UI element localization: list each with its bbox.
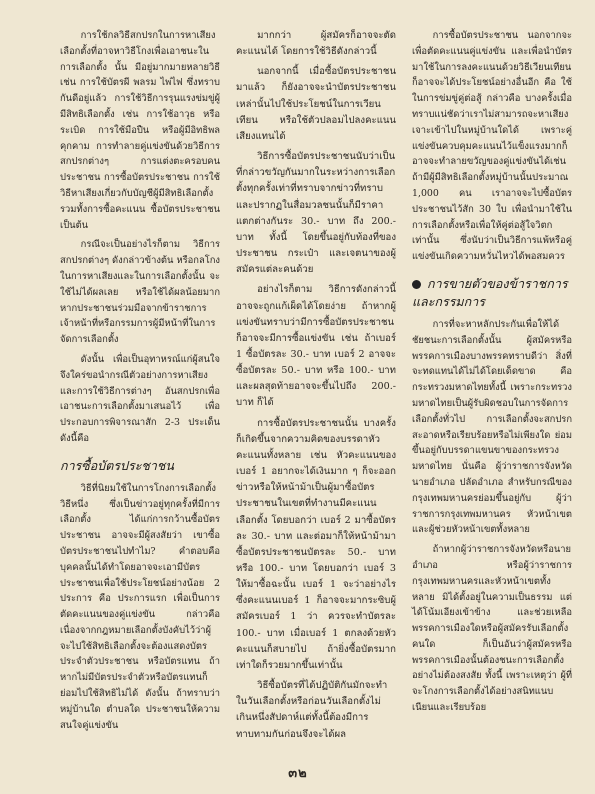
paragraph: การซื้อบัตรประชาชน นอกจากจะเพื่อตัดคะแนนคู่แข่งขัน และเพื่อนำบัตรมาใช้ในการลงคะแนนด้วยวิธีเวียนเทียน ก็อาจจะได้ประโยชน์อย่างอื่นอีก คือ ใช้ในการข่มขู่คู่ต่อสู้ กล่าวคือ บางครั้งเมื่อทราบแน่ชัดว่าเราไม่สามารถจะหาเสียงเจาะเข้าไปในหมู่บ้านใดได้ เพราะคู่แข่งขันควบคุมคะแนนไว้แข็งแรงมากก็อาจจะทำลายขวัญของคู่แข่งขันได้เช่นถ้ามีผู้มีสิทธิเลือกตั้งหมู่บ้านนั้นประมาณ 1,000 คน เราอาจจะไปซื้อบัตรประชาชนไว้สัก 30 ใบ เพื่อนำมาใช้ในการเลือกตั้งหรือเพื่อให้คู่ต่อสู้ใจวิตกเท่านั้น ซึ่งนับว่าเป็นวิธีการแพ้หรือคู่แข่งขันเกิดความหวั่นไหวได้พอสมควร	[412, 30, 572, 263]
paragraph: วิธีซื้อบัตรที่ได้ปฏิบัติกันมักจะทำในวันเลือกตั้งหรือก่อนวันเลือกตั้งไม่เกินหนึ่งสัปดาห์แต่ทั้งนี้ต้องมีการทาบทามกันก่อนจึงจะได้ผล	[236, 680, 388, 740]
paragraph: วิธีการซื้อบัตรประชาชนนับว่าเป็นที่กล่าวขวัญกันมากในระหว่างการเลือกตั้งทุกครั้งเท่าที่ทราบจากข่าวที่ทราบและปรากฏในสื่อมวลชนนั้นก็มีราคาแตกต่างกันระ 30.- บาท ถึง 200.- บาท ทั้งนี้ โดยขึ้นอยู่กับท้องที่ของประชาชน กระเป๋า และเจตนาของผู้สมัครแต่ละคนด้วย	[236, 151, 396, 276]
text-column-1	[60, 28, 220, 733]
text-column-3	[412, 28, 572, 716]
page-number: ๓๒	[288, 766, 308, 781]
paragraph: ดังนั้น เพื่อเป็นอุทาหรณ์แก่ผู้สนใจ จึงใคร่ขอนำกรณีตัวอย่างการหาเสียงและการใช้วิธีการต่างๆ อันสกปรกเพื่อเอาชนะการเลือกตั้งมาเสนอไว้ เพื่อประกอบการพิจารณาสัก 2-3 ประเด็น ดังนี้คือ	[60, 353, 220, 444]
paragraph: วิธีที่นิยมใช้ในการโกงการเลือกตั้งวิธีหนึ่ง ซึ่งเป็นข่าวอยู่ทุกครั้งที่มีการเลือกตั้ง ได้แก่การกว้านซื้อบัตรประชาชน อาจจะมีผู้สงสัยว่า เขาซื้อบัตรประชาชนไปทำไม? คำตอบคือบุคคลนั้นได้ทำโดยอาจจะเอามีบัตรประชาชนเพื่อใช้ประโยชน์อย่างน้อย 2 ประการ คือ ประการแรก เพื่อเป็นการตัดคะแนนของคู่แข่งขัน กล่าวคือ เนื่องจากกฎหมายเลือกตั้งบังคับไว้ว่าผู้จะไปใช้สิทธิเลือกตั้งจะต้องแสดงบัตรประจำตัวประชาชน หรือบัตรแทน ถ้าหากไม่มีบัตรประจำตัวหรือบัตรแทนก็ย่อมไปใช้สิทธิไม่ได้ ดังนั้น ถ้าทราบว่าหมู่บ้านใด ตำบลใด ประชาชนให้ความสนใจคู่แข่งขัน	[60, 482, 220, 731]
paragraph: นอกจากนี้ เมื่อซื้อบัตรประชาชนมาแล้ว ก็ยังอาจจะนำบัตรประชาชนเหล่านั้นไปใช้ประโยชน์ในการเวียนเทียน หรือใช้ตัวปลอมไปลงคะแนนเสียงแทนได้	[236, 66, 396, 142]
paragraph: การใช้กลวิธีสกปรกในการหาเสียง เลือกตั้งที่อาจหาวิธีโกงเพื่อเอาชนะในการเลือกตั้ง นั้น มีอยู่มากมายหลายวิธี เช่น การใช้บัตรผี พลรม ไพ่ไฟ ซึ่งทราบกันดีอยู่แล้ว การใช้วิธีการรุนแรงข่มขู่ผู้มีสิทธิเลือกตั้ง เช่น การใช้อาวุธ หรือระเบิด การใช้มือปืน หรือผู้มีอิทธิพลคุกคาม การทำลายคู่แข่งขันด้วยวิธีการสกปรกต่างๆ การแต่งตะครอบคนประชาชน การซื้อบัตรประชาชน การใช้วิธีหาเสียงเกี่ยวกับบัญชีผู้มีสิทธิเลือกตั้ง รวมทั้งการซื้อคะแนน ซื้อบัตรประชาชน เป็นต้น	[60, 30, 220, 231]
paragraph: กรณีจะเป็นอย่างไรก็ตาม วิธีการสกปรกต่างๆ ดังกล่าวข้างต้น หรือกลโกงในการหาเสียงและในการเลือกตั้งนั้น จะใช้ไม่ได้ผลเลย หรือใช้ได้ผลน้อยมาก หากประชาชนร่วมมือจากข้าราชการ เจ้าหน้าที่หรือกรรมการผู้มีหน้าที่ในการจัดการเลือกตั้ง	[60, 239, 220, 346]
paragraph: ถ้าหากผู้ว่าราชการจังหวัดหรือนายอำเภอ หรือผู้ว่าราชการกรุงเทพมหานครและหัวหน้าเขตทั้งหลาย มิได้ตั้งอยู่ในความเป็นธรรม แต่ได้โน้มเอียงเข้าข้าง และช่วยเหลือพรรคการเมืองใดหรือผู้สมัครรับเลือกตั้งคนใด ก็เป็นอันว่าผู้สมัครหรือพรรคการเมืองนั้นต้องชนะการเลือกตั้งอย่างไม่ต้องสงสัย ทั้งนี้ เพราะเหตุว่า ผู้ที่จะโกงการเลือกตั้งได้อย่างสนิทแนบเนียนและเรียบร้อย	[412, 544, 572, 714]
paragraph: การซื้อบัตรประชาชนนั้น บางครั้งก็เกิดขึ้นจากความคิดของบรรดาหัวคะแนนทั้งหลาย เช่น หัวคะแนนของเบอร์ 1 อยากจะได้เงินมาก ๆ ก็จะออกข่าวหรือให้หน้าม้าเป็นผู้มาซื้อบัตรประชาชนในเขตที่ทำงานมีคะแนนเลือกตั้ง โดยบอกว่า เบอร์ 2 มาซื้อบัตรละ 30.- บาท และต่อมาก็ให้หน้าม้ามาซื้อบัตรประชาชนบัตรละ 50.- บาท หรือ 100.- บาท โดยบอกว่า เบอร์ 3 ให้มาซื้อฉะนั้น เบอร์ 1 จะว่าอย่างไร ซึ่งคะแนนเบอร์ 1 ก็อาจจะมากระซิบผู้สมัครเบอร์ 1 ว่า ควรจะทำบัตรละ 100.- บาท เมื่อเบอร์ 1 ตกลงด้วยหัวคะแนนก็สบายไป ถ้ายิ่งซื้อบัตรมากเท่าใดก็รวยมากขึ้นเท่านั้น	[236, 417, 396, 671]
section-heading: การขายตัวของข้าราชการและกรรมการ	[412, 275, 568, 309]
paragraph: การที่จะหาหลักประกันเพื่อให้ได้ชัยชนะการเลือกตั้งนั้น ผู้สมัครหรือพรรคการเมืองบางพรรคทราบดีว่า สิ่งที่จะทดแทนได้ไม่ได้โดยเด็ดขาด คือ กระทรวงมหาดไทยทั้งนี้ เพราะกระทรวงมหาดไทยเป็นผู้รับผิดชอบในการจัดการเลือกตั้งทั่วไป การเลือกตั้งจะสกปรก สะอาดหรือเรียบร้อยหรือไม่เพียงใด ย่อมขึ้นอยู่กับบรรดาแขนขาของกระทรวงมหาดไทย นั่นคือ ผู้ว่าราชการจังหวัด นายอำเภอ ปลัดอำเภอ สำหรับกรณีของกรุงเทพมหานครย่อมขึ้นอยู่กับ ผู้ว่าราชการกรุงเทพมหานคร หัวหน้าเขต และผู้ช่วยหัวหน้าเขตทั้งหลาย	[412, 318, 572, 536]
section-heading: การซื้อบัตรประชาชน	[60, 457, 174, 473]
text-column-2	[236, 28, 396, 743]
paragraph: มากกว่า ผู้สมัครก็อาจจะตัดคะแนนได้ โดยการใช้วิธีดังกล่าวนี้	[236, 30, 396, 58]
section-heading-row	[412, 275, 572, 311]
paragraph: อย่างไรก็ตาม วิธีการดังกล่าวนี้อาจจะถูกแก้เผ็ดได้โดยง่าย ถ้าหากผู้แข่งขันทราบว่ามีการซื้อบัตรประชาชนก็อาจจะมีการซื้อแข่งขัน เช่น ถ้าเบอร์ 1 ซื้อบัตรละ 30.- บาท เบอร์ 2 อาจจะซื้อบัตรละ 50.- บาท หรือ 100.- บาท และผลสุดท้ายอาจจะขึ้นไปถึง 200.- บาท ก็ได้	[236, 284, 396, 409]
bullet-icon	[412, 280, 421, 289]
